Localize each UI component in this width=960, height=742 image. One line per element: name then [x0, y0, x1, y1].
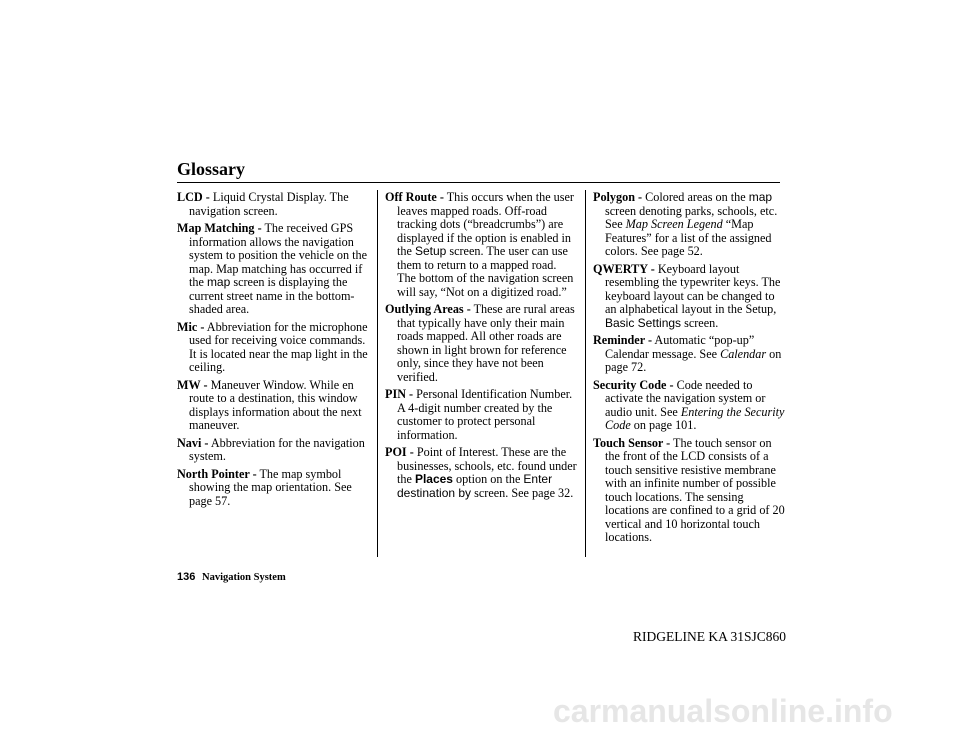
entry-security-code: [593, 379, 786, 433]
entry-text: Keyboard layout resembling the typewriter keys. The keyboard layout can be changed to an alphabetical layout in the Setup,: [605, 261, 781, 316]
ui-screen-name: Setup: [414, 244, 447, 258]
entry-term: Reminder -: [593, 333, 653, 347]
entry-text: on page 72.: [605, 346, 782, 374]
footer-label: Navigation System: [201, 572, 286, 583]
entry-text: Maneuver Window. While en route to a destination, this window displays information about the next maneuver.: [189, 377, 362, 432]
entry-term: Outlying Areas -: [385, 302, 471, 316]
entry-mic: [177, 321, 370, 375]
cross-reference: Map Screen Legend: [625, 217, 723, 231]
entry-text: Liquid Crystal Display. The navigation screen.: [189, 190, 349, 218]
entry-text: The map symbol showing the map orientation. See page 57.: [189, 466, 352, 508]
title-rule: [177, 182, 780, 183]
entry-poi: [385, 446, 578, 500]
entry-text: These are rural areas that typically have only their main roads mapped. All other roads are shown in light brown for reference only, since they have not been verified.: [397, 302, 575, 384]
entry-term: MW -: [177, 377, 208, 392]
entry-outlying-areas: [385, 303, 578, 384]
entry-term: Mic -: [177, 319, 205, 334]
model-code: RIDGELINE KA 31SJC860: [633, 629, 787, 644]
page-footer: [177, 571, 286, 583]
entry-term: North Pointer -: [177, 466, 257, 481]
column-divider: [585, 190, 586, 557]
entry-term: LCD -: [177, 190, 210, 204]
entry-text: The touch sensor on the front of the LCD consists of a touch sensitive resistive membrane with an infinite number of possible touch locations. The sensing locations are confined to a grid of 20 vertical and 10 horizontal touch locations.: [605, 435, 785, 544]
entry-text: screen. See page 32.: [474, 485, 574, 500]
ui-screen-name: map: [748, 190, 773, 204]
page-title: Glossary: [177, 159, 246, 179]
entry-term: PIN -: [385, 387, 414, 401]
entry-term: Polygon -: [593, 190, 643, 204]
entry-text: Point of Interest. These are the businesses, schools, etc. found under the: [397, 445, 577, 486]
entry-text: Automatic “pop-up” Calendar message. See: [605, 333, 755, 361]
entry-text: screen. The user can use them to return to a mapped road. The bottom of the navigation screen will say, “Not on a digitized road.”: [397, 244, 574, 299]
entry-term: Navi -: [177, 435, 209, 450]
entry-north-pointer: [177, 468, 370, 509]
entry-term: Off Route -: [385, 190, 444, 204]
entry-term: Touch Sensor -: [593, 435, 671, 450]
ui-option-name: Places: [414, 472, 453, 486]
cross-reference: Calendar: [720, 346, 767, 361]
page-number: 136: [177, 571, 196, 583]
column-divider: [377, 190, 378, 557]
ui-screen-name: Enter destination by: [397, 472, 553, 500]
entry-touch-sensor: [593, 437, 786, 545]
entry-text: screen.: [684, 315, 719, 330]
entry-term: Map Matching -: [177, 221, 262, 235]
entry-reminder: [593, 334, 786, 375]
entry-term: Security Code -: [593, 377, 674, 392]
entry-text: screen denoting parks, schools, etc. See: [605, 203, 778, 231]
entry-text: screen is displaying the current street name in the bottom-shaded area.: [189, 275, 355, 316]
entry-mw: [177, 379, 370, 433]
entry-polygon: [593, 191, 786, 259]
ui-screen-name: map: [206, 275, 231, 289]
entry-qwerty: [593, 263, 786, 331]
entry-term: QWERTY -: [593, 261, 655, 276]
entry-text: The received GPS information allows the navigation system to position the vehicle on the map. Map matching has occurred if the: [189, 221, 368, 289]
ui-screen-name: Basic Settings: [605, 315, 682, 330]
entry-text: Colored areas on the: [645, 190, 746, 204]
entry-text: Code needed to activate the navigation system or audio unit. See: [605, 377, 766, 419]
entry-text: This occurs when the user leaves mapped roads. Off-road tracking dots (“breadcrumbs”) are displayed if the option is enabled in the: [397, 190, 574, 258]
watermark: carmanualsonline.info: [553, 693, 893, 729]
glossary-column-2: [385, 191, 578, 504]
entry-term: POI -: [385, 445, 414, 459]
entry-text: Personal Identification Number. A 4-digit number created by the customer to protect personal information.: [397, 387, 573, 442]
entry-navi: [177, 437, 370, 464]
entry-pin: [385, 388, 578, 442]
entry-lcd: [177, 191, 370, 218]
entry-text: “Map Features” for a list of the assigned colors. See page 52.: [605, 217, 772, 258]
glossary-column-3: [593, 191, 786, 549]
entry-text: Abbreviation for the navigation system.: [189, 435, 365, 463]
entry-text: option on the: [456, 472, 521, 486]
glossary-column-1: [177, 191, 370, 512]
entry-text: on page 101.: [633, 418, 697, 432]
entry-off-route: [385, 191, 578, 299]
entry-text: Abbreviation for the microphone used for receiving voice commands. It is located near the map light in the ceiling.: [189, 319, 368, 374]
cross-reference: Entering the Security Code: [605, 404, 785, 432]
entry-map-matching: [177, 222, 370, 317]
